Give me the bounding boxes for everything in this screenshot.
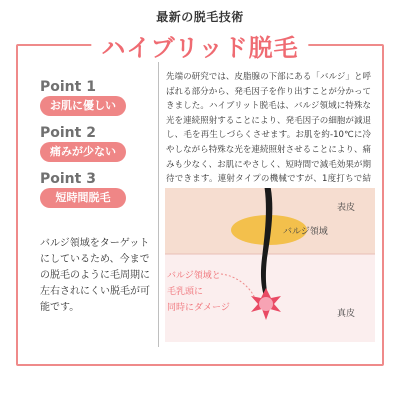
point-3-title: Point 3 — [40, 171, 96, 187]
hair-follicle-illustration — [165, 188, 375, 342]
point-3 — [40, 172, 150, 208]
pre-title: 最新の脱毛技術 — [156, 10, 244, 24]
point-3-badge: 短時間脱毛 — [40, 188, 126, 208]
point-1-title: Point 1 — [40, 79, 96, 95]
point-2-badge: 痛みが少ない — [40, 142, 126, 162]
point-2-title: Point 2 — [40, 125, 96, 141]
point-2 — [40, 126, 150, 162]
column-divider — [158, 62, 159, 347]
annotation-line-1: バルジ領域と — [167, 271, 221, 281]
label-dermis: 真皮 — [337, 309, 356, 319]
label-epidermis: 表皮 — [337, 203, 356, 213]
right-description: 先端の研究では、皮脂腺の下部にある「バルジ」と呼ばれる部分から、発毛因子を作り出すことが分かってきました。ハイブリット脱毛は、バルジ領域に特殊な光を連続照射することにより、発毛因子の細胞が減退し、毛を再生しづらくさせます。お肌を約-10℃に冷やしながら特殊な光を連続照射させることにより、痛みも少なく、お肌にやさしく、短時間で減毛効果が期待できます。連射タイプの機械ですが、1度打ちで結 — [166, 72, 371, 185]
label-bulge: バルジ領域 — [283, 227, 328, 237]
point-1-badge: お肌に優しい — [40, 96, 126, 116]
annotation-line-3: 同時にダメージ — [167, 303, 230, 313]
point-1 — [40, 80, 150, 116]
left-description: バルジ領域をターゲットにしているため、今までの脱毛のように毛周期に左右されにくい脱毛が可能です。 — [40, 238, 150, 313]
annotation-line-2: 毛乳頭に — [167, 287, 204, 297]
page-title: ハイブリッド脱毛 — [91, 28, 308, 63]
